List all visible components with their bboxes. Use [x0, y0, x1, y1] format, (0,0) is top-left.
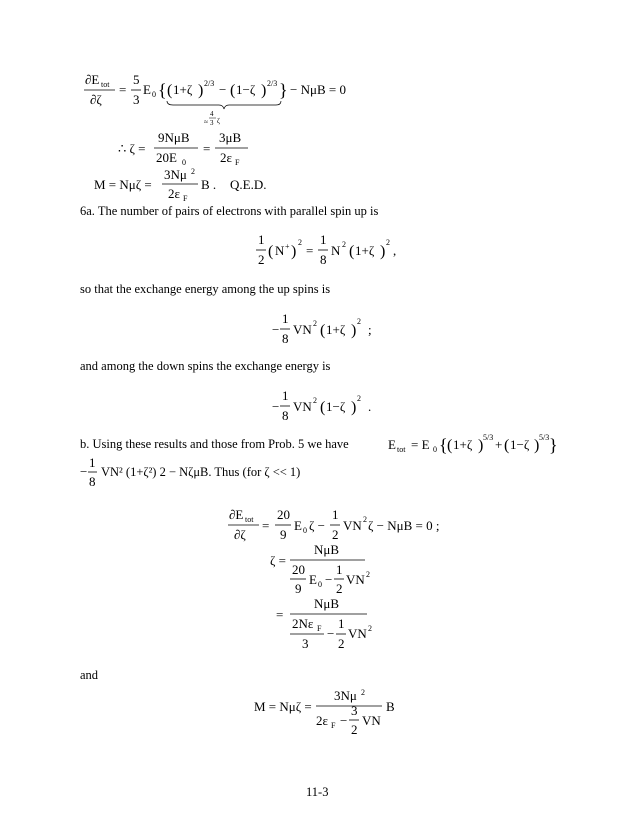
svg-text:0: 0	[303, 526, 307, 535]
svg-text:−: −	[327, 626, 335, 641]
svg-text:2: 2	[191, 167, 195, 176]
paragraph-6a: 6a. The number of pairs of electrons with parallel spin up is	[80, 204, 379, 218]
svg-text:9: 9	[295, 581, 302, 596]
svg-text:F: F	[331, 721, 336, 730]
svg-text:): )	[351, 399, 357, 416]
svg-text:∂E: ∂E	[229, 507, 244, 522]
equation-pairs-up	[256, 231, 396, 273]
svg-text:(: (	[268, 243, 274, 260]
svg-text:VN: VN	[348, 626, 367, 641]
svg-text:N: N	[331, 243, 341, 258]
svg-text:2: 2	[258, 252, 265, 267]
svg-text:1: 1	[89, 455, 96, 470]
svg-text:1−ζ: 1−ζ	[236, 82, 256, 97]
svg-text:}: }	[279, 80, 288, 100]
svg-text:20: 20	[277, 507, 290, 522]
equation-magnetization-b	[254, 687, 404, 745]
svg-text:−: −	[80, 464, 88, 479]
svg-text:3: 3	[210, 119, 214, 127]
svg-text:2: 2	[298, 238, 302, 247]
svg-text:2Nε: 2Nε	[292, 616, 314, 631]
svg-text:1+ζ: 1+ζ	[453, 437, 473, 452]
svg-text:VN: VN	[293, 399, 312, 414]
qed-label: Q.E.D.	[230, 177, 267, 192]
svg-text:1: 1	[338, 616, 345, 631]
svg-text:2/3: 2/3	[204, 79, 215, 88]
svg-text:=: =	[203, 141, 211, 156]
svg-text:∴ ζ =: ∴ ζ =	[118, 141, 146, 156]
svg-text:E: E	[143, 82, 151, 97]
svg-text:2/3: 2/3	[267, 79, 278, 88]
svg-text:0: 0	[152, 90, 156, 99]
paragraph-b-start: b. Using these results and those from Prob. 5 we have	[80, 437, 349, 451]
svg-text:VN: VN	[362, 713, 381, 728]
svg-text:tot: tot	[101, 80, 110, 89]
svg-text:VN: VN	[346, 572, 365, 587]
svg-text:M = Nμζ =: M = Nμζ =	[254, 699, 312, 714]
svg-text:(: (	[504, 437, 510, 454]
svg-text:5: 5	[133, 72, 140, 87]
svg-text:tot: tot	[397, 445, 406, 454]
svg-text:VN: VN	[293, 322, 312, 337]
svg-text:1: 1	[320, 232, 327, 247]
svg-text:+: +	[285, 242, 290, 251]
svg-text:2: 2	[338, 636, 345, 651]
svg-text:F: F	[317, 624, 322, 633]
svg-text:2: 2	[357, 394, 361, 403]
equation-magnetization	[94, 167, 294, 207]
svg-text:3Nμ: 3Nμ	[334, 688, 357, 703]
svg-text:(: (	[167, 82, 173, 99]
svg-text:∂E: ∂E	[85, 72, 100, 87]
svg-text:5/3: 5/3	[483, 433, 494, 442]
svg-text:3μB: 3μB	[219, 130, 242, 145]
svg-text:NμB: NμB	[314, 596, 340, 611]
svg-text:{: {	[439, 435, 448, 455]
svg-text:}: }	[549, 435, 558, 455]
svg-text:2: 2	[313, 396, 317, 405]
svg-text:8: 8	[282, 331, 289, 346]
svg-text:ζ − NμB = 0 ;: ζ − NμB = 0 ;	[368, 518, 440, 533]
paragraph-and: and	[80, 668, 99, 682]
svg-text:2: 2	[361, 688, 365, 697]
svg-text:−: −	[325, 572, 333, 587]
paragraph-down-spins: and among the down spins the exchange energy is	[80, 359, 331, 373]
svg-text:2: 2	[366, 570, 370, 579]
svg-text:(: (	[447, 437, 453, 454]
svg-text:=: =	[276, 607, 284, 622]
svg-text:1−ζ: 1−ζ	[510, 437, 530, 452]
svg-text:1+ζ: 1+ζ	[173, 82, 193, 97]
svg-text:(: (	[349, 243, 355, 260]
svg-text:=: =	[306, 243, 314, 258]
svg-text:): )	[291, 243, 297, 260]
svg-text:−: −	[340, 713, 348, 728]
svg-text:3Nμ: 3Nμ	[164, 167, 187, 182]
svg-text:8: 8	[282, 408, 289, 423]
svg-text:2: 2	[351, 722, 358, 737]
equation-exchange-up	[272, 310, 382, 352]
svg-text:(: (	[320, 399, 326, 416]
svg-text:4: 4	[210, 110, 214, 118]
svg-text:N: N	[275, 243, 285, 258]
svg-text:2: 2	[368, 624, 372, 633]
svg-text:−: −	[272, 399, 280, 414]
svg-text:2: 2	[313, 319, 317, 328]
svg-text:1: 1	[332, 507, 339, 522]
svg-text:2: 2	[363, 515, 367, 524]
svg-text:2: 2	[386, 238, 390, 247]
svg-text:1: 1	[282, 311, 289, 326]
svg-text:1+ζ: 1+ζ	[326, 322, 346, 337]
equation-exchange-down	[272, 387, 382, 429]
svg-text:1+ζ: 1+ζ	[355, 243, 375, 258]
svg-text:): )	[478, 437, 484, 454]
svg-text:tot: tot	[245, 515, 254, 524]
equation-derivative	[80, 68, 346, 130]
equation-zeta-b1	[270, 543, 380, 598]
svg-text:F: F	[183, 194, 188, 203]
svg-text:E: E	[309, 572, 317, 587]
svg-text:2: 2	[342, 240, 346, 249]
svg-text:9: 9	[280, 527, 287, 542]
svg-text:0: 0	[433, 445, 437, 454]
svg-text:− NμB = 0: − NμB = 0	[290, 82, 346, 97]
svg-text:8: 8	[89, 474, 96, 489]
svg-text:20E: 20E	[156, 150, 177, 165]
svg-text:): )	[198, 82, 204, 99]
svg-text:;: ;	[368, 322, 372, 337]
equation-zeta-result	[118, 129, 288, 171]
svg-text:2ε: 2ε	[168, 186, 180, 201]
svg-text:2ε: 2ε	[316, 713, 328, 728]
svg-text:+: +	[495, 437, 503, 452]
svg-text:=: =	[262, 518, 270, 533]
svg-text:1: 1	[258, 232, 265, 247]
svg-text:ζ −: ζ −	[309, 518, 325, 533]
svg-text:M = Nμζ =: M = Nμζ =	[94, 177, 152, 192]
svg-text:{: {	[158, 80, 167, 100]
svg-text:5/3: 5/3	[539, 433, 550, 442]
svg-text:,: ,	[393, 243, 397, 258]
svg-text:= E: = E	[411, 437, 430, 452]
svg-text:≈: ≈	[204, 118, 208, 126]
svg-text:2ε: 2ε	[220, 150, 232, 165]
svg-text:3: 3	[351, 703, 358, 718]
svg-text:(: (	[230, 82, 236, 99]
svg-text:∂ζ: ∂ζ	[90, 92, 102, 107]
svg-text:0: 0	[318, 580, 322, 589]
svg-text:2: 2	[357, 317, 361, 326]
paragraph-b-continued: VN² (1+ζ²) 2 − NζμB. Thus (for ζ << 1)	[101, 465, 301, 479]
svg-text:9NμB: 9NμB	[158, 130, 190, 145]
svg-text:ζ: ζ	[217, 117, 220, 125]
svg-text:NμB: NμB	[314, 542, 340, 557]
svg-text:F: F	[235, 158, 240, 167]
equation-zeta-b2	[276, 597, 386, 655]
svg-text:8: 8	[320, 252, 327, 267]
svg-text:1: 1	[336, 562, 343, 577]
page-number: 11-3	[306, 785, 329, 799]
svg-text:−: −	[272, 322, 280, 337]
svg-text:3: 3	[302, 636, 309, 651]
svg-text:=: =	[119, 82, 127, 97]
svg-text:0: 0	[182, 158, 186, 167]
svg-text:.: .	[368, 399, 372, 414]
fraction-one-eighth-inline	[80, 456, 102, 492]
svg-text:B: B	[386, 699, 395, 714]
svg-text:B .: B .	[201, 177, 217, 192]
equation-etot-inline	[388, 429, 558, 459]
svg-text:ζ =: ζ =	[270, 553, 286, 568]
svg-text:VN: VN	[343, 518, 362, 533]
paragraph-up-spins: so that the exchange energy among the up spins is	[80, 282, 331, 296]
svg-text:3: 3	[133, 92, 140, 107]
svg-text:∂ζ: ∂ζ	[234, 527, 246, 542]
svg-text:1−ζ: 1−ζ	[326, 399, 346, 414]
svg-text:): )	[351, 322, 357, 339]
svg-text:): )	[261, 82, 267, 99]
svg-text:2: 2	[332, 527, 339, 542]
svg-text:1: 1	[282, 388, 289, 403]
svg-text:): )	[380, 243, 386, 260]
svg-text:E: E	[388, 437, 396, 452]
svg-text:(: (	[320, 322, 326, 339]
svg-text:E: E	[294, 518, 302, 533]
svg-text:20: 20	[292, 562, 305, 577]
svg-text:2: 2	[336, 581, 343, 596]
svg-text:): )	[534, 437, 540, 454]
svg-text:−: −	[219, 82, 227, 97]
